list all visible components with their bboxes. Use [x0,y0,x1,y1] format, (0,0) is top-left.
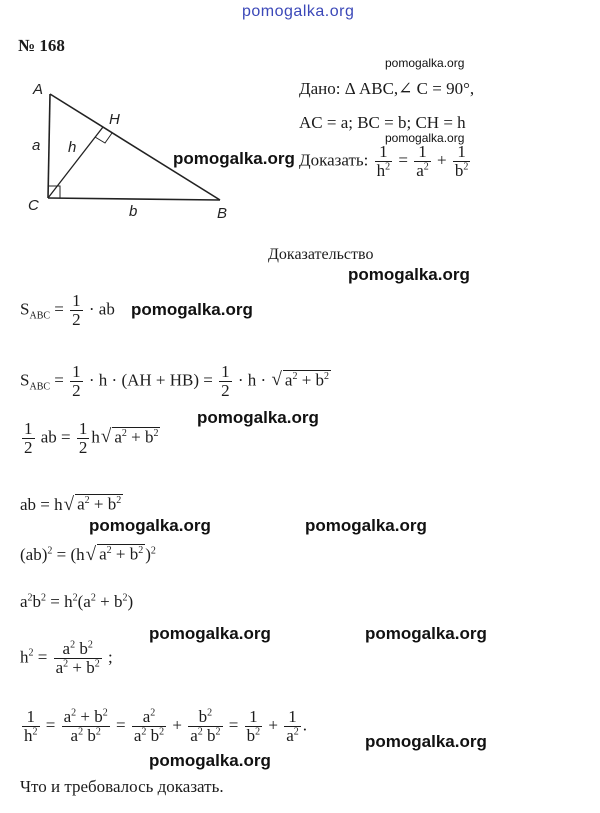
side-a-label: a [32,137,41,154]
problem-number: № 168 [18,36,65,55]
vertex-b-label: B [217,205,228,220]
side-b-label: b [129,203,138,220]
prove-label: Доказать: [299,150,369,170]
vertex-c-label: C [28,197,39,214]
watermark-text: pomogalka.org [173,149,295,168]
equation-7: $h^2$ = $\frac{a^2 b^2}{a^2 + b^2}$ ; [20,639,113,677]
altitude-h-label: h [68,139,77,156]
equation-3: $\frac{1}{2}$ ab = $\frac{1}{2}$ h√ $a^2 + b^2$ [24,419,159,457]
watermark-text: pomogalka.org [365,732,487,751]
given-line-1: Дано: Δ ABC,∠ C = 90°, [299,79,475,98]
equation-1: $S_{ABC}$ = $\frac{1}{2}$ · ab [20,291,115,329]
watermark-text: pomogalka.org [149,751,271,770]
given-line-2: AC = a; BC = b; CH = h [299,113,466,132]
watermark-top: pomogalka.org [242,3,355,20]
vertex-a-label: A [33,81,44,98]
side-ac [48,94,50,198]
conclusion: Что и требовалось доказать. [20,777,224,796]
prove-statement: Доказать: $\frac{1}{h^2}$ = $\frac{1}{a^2}$ + $\frac{1}{b^2}$ [299,142,469,180]
watermark-text: pomogalka.org [89,516,211,535]
altitude-ch [48,127,103,198]
watermark-text: pomogalka.org [385,131,465,145]
watermark-text: pomogalka.org [365,624,487,643]
equation-8: $\frac{1}{h^2}$ = $\frac{a^2 + b^2}{a^2 b^2}$ = $\frac{a^2}{a^2 b^2}$ + $\frac{b^2}{a^2 b^2}$ = $\frac{1}{b^2}$ + $\frac{1}{a^2}$ . [24,707,307,745]
equation-2: $S_{ABC}$ = $\frac{1}{2}$ · h · (AH + HB) = $\frac{1}{2}$ · h · √ $a^2 + b^2$ [20,362,330,400]
equation-6: $a^2b^2 = h^2(a^2 + b^2)$ [20,592,134,611]
watermark-text: pomogalka.org [149,624,271,643]
watermark-text: pomogalka.org [197,408,319,427]
point-h-label: H [109,111,120,128]
equation-5: (ab)$^2$ = (h√ $a^2 + b^2$ )$^2$ [20,544,156,565]
side-cb [48,198,220,200]
watermark-text: pomogalka.org [348,265,470,284]
proof-title: Доказательство [268,246,374,263]
equation-4: ab = h√ $a^2 + b^2$ [20,494,122,515]
watermark-text: pomogalka.org [131,300,253,319]
triangle-diagram [25,80,240,220]
watermark-text: pomogalka.org [385,56,465,70]
watermark-text: pomogalka.org [305,516,427,535]
